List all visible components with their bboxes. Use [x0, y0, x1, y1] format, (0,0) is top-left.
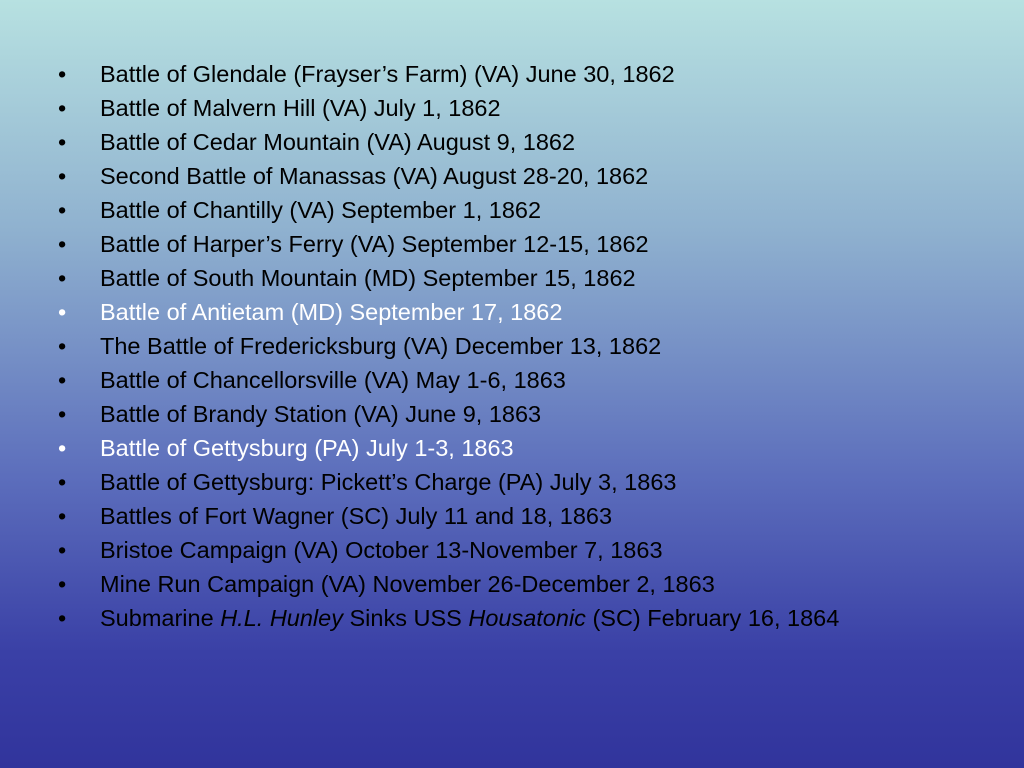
bullet-icon: •	[58, 163, 67, 189]
bullet-icon: •	[58, 265, 67, 291]
hunley-suffix: (SC) February 16, 1864	[585, 605, 840, 631]
list-item	[58, 503, 958, 529]
list-item-text: Second Battle of Manassas (VA) August 28-20, 1862	[100, 163, 649, 189]
bullet-icon: •	[58, 95, 67, 121]
list-item	[58, 537, 958, 563]
bullet-icon: •	[58, 435, 67, 461]
bullet-icon: •	[58, 197, 67, 223]
list-item-text: Battle of Harper’s Ferry (VA) September 12-15, 1862	[100, 231, 649, 257]
housatonic-ship-name: Housatonic	[468, 605, 586, 631]
list-item-hunley	[58, 605, 958, 631]
list-item	[58, 571, 958, 597]
bullet-icon: •	[58, 469, 67, 495]
bullet-icon: •	[58, 129, 67, 155]
bullet-icon: •	[58, 571, 67, 597]
list-item-text: Battle of Gettysburg: Pickett’s Charge (PA) July 3, 1863	[100, 469, 677, 495]
list-item-text: Battle of Malvern Hill (VA) July 1, 1862	[100, 95, 501, 121]
list-item-text: Mine Run Campaign (VA) November 26-December 2, 1863	[100, 571, 715, 597]
bullet-icon: •	[58, 401, 67, 427]
list-item	[58, 333, 958, 359]
bullet-icon: •	[58, 605, 67, 631]
list-item-text: Battle of Antietam (MD) September 17, 1862	[100, 299, 563, 325]
bullet-icon: •	[58, 333, 67, 359]
battle-list	[58, 61, 958, 639]
hunley-prefix: Submarine	[100, 605, 221, 631]
list-item	[58, 231, 958, 257]
bullet-icon: •	[58, 537, 67, 563]
list-item-text: Battle of Brandy Station (VA) June 9, 1863	[100, 401, 542, 427]
list-item	[58, 401, 958, 427]
list-item	[58, 435, 958, 461]
list-item	[58, 367, 958, 393]
bullet-icon: •	[58, 231, 67, 257]
list-item-text: Battle of Cedar Mountain (VA) August 9, 1862	[100, 129, 576, 155]
list-item-text: Battle of Chancellorsville (VA) May 1-6, 1863	[100, 367, 566, 393]
bullet-icon: •	[58, 367, 67, 393]
list-item-text: Battle of Chantilly (VA) September 1, 1862	[100, 197, 542, 223]
list-item-text: Battle of South Mountain (MD) September 15, 1862	[100, 265, 636, 291]
list-item	[58, 197, 958, 223]
list-item	[58, 163, 958, 189]
bullet-icon: •	[58, 503, 67, 529]
list-item-text	[100, 605, 958, 631]
list-item-text: Battle of Gettysburg (PA) July 1-3, 1863	[100, 435, 514, 461]
hunley-ship-name: H.L. Hunley	[220, 605, 343, 631]
list-item	[58, 299, 958, 325]
list-item	[58, 265, 958, 291]
list-item	[58, 61, 958, 87]
list-item-text: The Battle of Fredericksburg (VA) December 13, 1862	[100, 333, 662, 359]
list-item-text: Bristoe Campaign (VA) October 13-November 7, 1863	[100, 537, 663, 563]
list-item	[58, 95, 958, 121]
hunley-middle: Sinks USS	[342, 605, 469, 631]
list-item-text: Battle of Glendale (Frayser’s Farm) (VA) June 30, 1862	[100, 61, 675, 87]
list-item-text: Battles of Fort Wagner (SC) July 11 and 18, 1863	[100, 503, 613, 529]
bullet-icon: •	[58, 299, 67, 325]
list-item	[58, 469, 958, 495]
bullet-icon: •	[58, 61, 67, 87]
list-item	[58, 129, 958, 155]
